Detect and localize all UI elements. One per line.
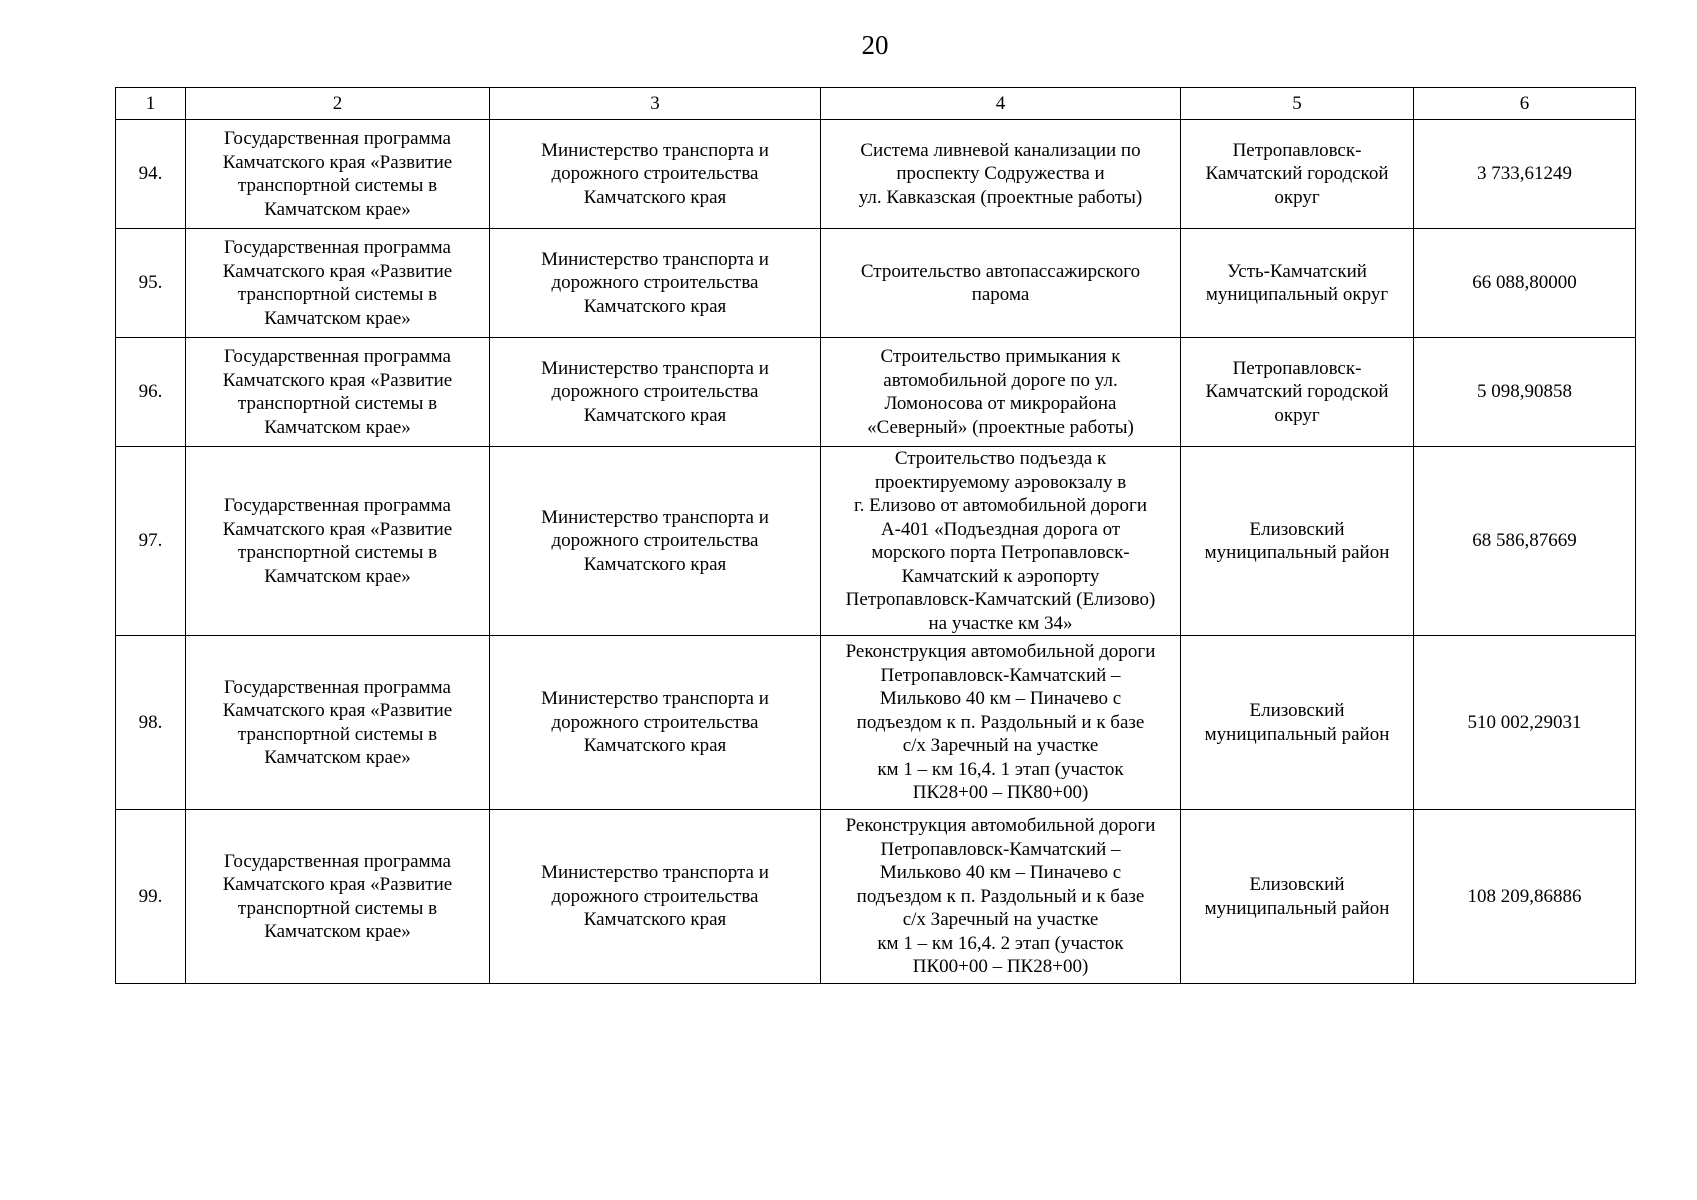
object-cell <box>821 447 1181 636</box>
column-number-6: 6 <box>1414 88 1636 120</box>
row-number-cell: 99. <box>116 810 186 984</box>
row-number-cell: 96. <box>116 338 186 447</box>
location-text: Усть-Камчатский муниципальный округ <box>1205 260 1389 305</box>
amount-cell: 108 209,86886 <box>1414 810 1636 984</box>
location-text: Елизовский муниципальный район <box>1204 700 1390 745</box>
object-cell <box>821 636 1181 810</box>
amount-cell: 66 088,80000 <box>1414 229 1636 338</box>
amount-cell: 5 098,90858 <box>1414 338 1636 447</box>
row-number-cell: 97. <box>116 447 186 636</box>
ministry-cell <box>490 810 821 984</box>
column-number-2: 2 <box>186 88 490 120</box>
location-cell <box>1181 447 1414 636</box>
location-text: Елизовский муниципальный район <box>1204 874 1390 919</box>
location-text: Петропавловск- Камчатский городской округ <box>1205 357 1389 426</box>
row-number-cell: 98. <box>116 636 186 810</box>
column-number-5: 5 <box>1181 88 1414 120</box>
table-row <box>116 338 1636 447</box>
program-text: Государственная программа Камчатского края «Развитие транспортной системы в Камчатском крае» <box>222 346 453 438</box>
amount-cell: 68 586,87669 <box>1414 447 1636 636</box>
column-number-1: 1 <box>116 88 186 120</box>
program-cell <box>186 120 490 229</box>
program-text: Государственная программа Камчатского края «Развитие транспортной системы в Камчатском крае» <box>222 676 453 768</box>
object-text: Строительство автопассажирского парома <box>860 260 1141 305</box>
table-row <box>116 447 1636 636</box>
location-text: Петропавловск- Камчатский городской округ <box>1205 139 1389 208</box>
object-text: Строительство подъезда к проектируемому аэровокзалу в г. Елизово от автомобильной дороги А-401 «Подъездная дорога от морского порта Петропавловск- Камчатский к аэропорту Петропавловск-Камчатский (Елизово) на участке км 34» <box>845 448 1156 634</box>
column-number-row <box>116 88 1636 120</box>
object-cell <box>821 120 1181 229</box>
column-number-4: 4 <box>821 88 1181 120</box>
ministry-text: Министерство транспорта и дорожного строительства Камчатского края <box>541 688 769 757</box>
ministry-cell <box>490 229 821 338</box>
ministry-text: Министерство транспорта и дорожного строительства Камчатского края <box>541 139 769 208</box>
object-cell <box>821 229 1181 338</box>
object-text: Реконструкция автомобильной дороги Петропавловск-Камчатский – Мильково 40 км – Пиначево с подъездом к п. Раздольный и к базе с/х Заречный на участке км 1 – км 16,4. 2 этап (участок ПК00+00 – ПК28+00) <box>845 815 1156 978</box>
object-cell <box>821 810 1181 984</box>
location-cell <box>1181 338 1414 447</box>
program-cell <box>186 229 490 338</box>
investment-objects-table <box>115 87 1636 984</box>
row-number-cell: 95. <box>116 229 186 338</box>
program-text: Государственная программа Камчатского края «Развитие транспортной системы в Камчатском крае» <box>222 128 453 220</box>
program-cell <box>186 447 490 636</box>
ministry-cell <box>490 447 821 636</box>
object-cell <box>821 338 1181 447</box>
table-row <box>116 636 1636 810</box>
amount-cell: 510 002,29031 <box>1414 636 1636 810</box>
ministry-text: Министерство транспорта и дорожного строительства Камчатского края <box>541 357 769 426</box>
object-text: Реконструкция автомобильной дороги Петропавловск-Камчатский – Мильково 40 км – Пиначево с подъездом к п. Раздольный и к базе с/х Заречный на участке км 1 – км 16,4. 1 этап (участок ПК28+00 – ПК80+00) <box>845 641 1156 804</box>
program-cell <box>186 338 490 447</box>
program-cell <box>186 810 490 984</box>
ministry-text: Министерство транспорта и дорожного строительства Камчатского края <box>541 862 769 931</box>
location-cell <box>1181 120 1414 229</box>
ministry-cell <box>490 338 821 447</box>
location-cell <box>1181 810 1414 984</box>
page-number: 20 <box>861 30 889 60</box>
location-cell <box>1181 229 1414 338</box>
row-number-cell: 94. <box>116 120 186 229</box>
program-text: Государственная программа Камчатского края «Развитие транспортной системы в Камчатском крае» <box>222 495 453 587</box>
program-text: Государственная программа Камчатского края «Развитие транспортной системы в Камчатском крае» <box>222 850 453 942</box>
ministry-cell <box>490 636 821 810</box>
location-cell <box>1181 636 1414 810</box>
location-text: Елизовский муниципальный район <box>1204 518 1390 563</box>
table-row <box>116 810 1636 984</box>
ministry-text: Министерство транспорта и дорожного строительства Камчатского края <box>541 248 769 317</box>
program-text: Государственная программа Камчатского края «Развитие транспортной системы в Камчатском крае» <box>222 237 453 329</box>
ministry-text: Министерство транспорта и дорожного строительства Камчатского края <box>541 506 769 575</box>
table-row <box>116 229 1636 338</box>
ministry-cell <box>490 120 821 229</box>
object-text: Строительство примыкания к автомобильной дороге по ул. Ломоносова от микрорайона «Северный» (проектные работы) <box>867 346 1134 438</box>
table-row <box>116 120 1636 229</box>
program-cell <box>186 636 490 810</box>
object-text: Система ливневой канализации по проспекту Содружества и ул. Кавказская (проектные работы) <box>858 139 1143 208</box>
amount-cell: 3 733,61249 <box>1414 120 1636 229</box>
column-number-3: 3 <box>490 88 821 120</box>
